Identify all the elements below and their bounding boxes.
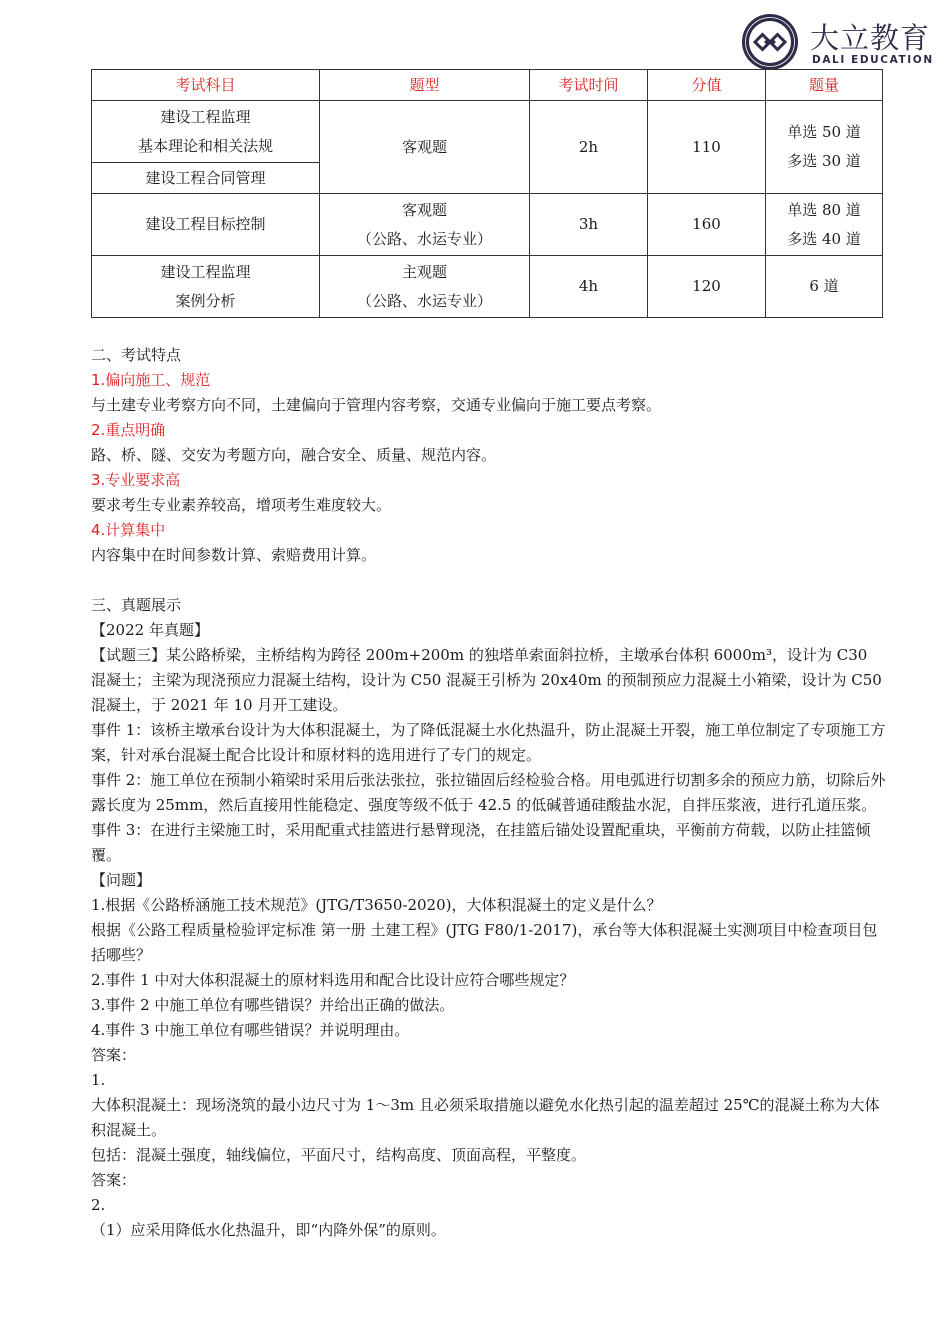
cell-line: 多选 30 道 (787, 152, 861, 170)
table-cell-score: 120 (648, 256, 766, 318)
question-stem: 【试题三】某公路桥梁，主桥结构为跨径 200m+200m 的独塔单索面斜拉桥，主墩承台体积 6000m³，设计为 C30 混凝土；主梁为现浇预应力混凝土结构，设计为 C50 混凝王引桥为 20x40m 的预制预应力混凝土小箱梁，设计为 C50 混凝土，于 2021 年 10 月开工建设。 (91, 646, 882, 714)
year-tag: 【2022 年真题】 (91, 621, 209, 639)
questions-heading: 【问题】 (91, 871, 152, 889)
table-cell-type: 客观题 (320, 101, 530, 194)
header-score: 分值 (648, 70, 766, 101)
blank-line (91, 568, 886, 593)
cell-line: 案例分析 (175, 291, 236, 310)
document-body (91, 343, 886, 1243)
table-row (92, 101, 883, 163)
event-paragraph: 事件 2：施工单位在预制小箱梁时采用后张法张拉，张拉锚固后经检验合格。用电弧进行切割多余的预应力筋，切除后外露长度为 25mm，然后直接用性能稳定、强度等级不低于 42.5 的低碱普通硅酸盐水泥，自拌压浆液，进行孔道压浆。 (91, 771, 886, 814)
logo-name-cn: 大立教育 (810, 21, 931, 55)
section-title: 三、真题展示 (91, 596, 182, 614)
table-cell-type (320, 194, 530, 256)
feature-heading: 1.偏向施工、规范 (91, 371, 211, 389)
exam-subjects-table (91, 69, 883, 318)
table-cell-subject (92, 101, 320, 163)
header-count: 题量 (766, 70, 883, 101)
table-cell-score: 110 (648, 101, 766, 194)
table-cell-subject: 建设工程目标控制 (92, 194, 320, 256)
section-title: 二、考试特点 (91, 346, 182, 364)
feature-body: 路、桥、隧、交安为考题方向，融合安全、质量、规范内容。 (91, 446, 497, 464)
question-item: 1.根据《公路桥涵施工技术规范》(JTG/T3650-2020)，大体积混凝土的定义是什么？ (91, 896, 662, 914)
logo-name-en: DALI EDUCATION (812, 54, 934, 66)
cell-line: 主观题 (401, 262, 447, 281)
answer-text: （1）应采用降低水化热温升，即“内降外保”的原则。 (91, 1221, 446, 1239)
table-cell-type (320, 256, 530, 318)
answer-number: 1. (91, 1071, 106, 1089)
answer-label: 答案： (91, 1046, 137, 1064)
table-cell-time: 3h (530, 194, 648, 256)
logo-emblem-icon (740, 12, 800, 72)
answer-label: 答案： (91, 1171, 137, 1189)
feature-heading: 2.重点明确 (91, 421, 166, 439)
table-cell-count (766, 194, 883, 256)
header-subject: 考试科目 (92, 70, 320, 101)
table-cell-count: 6 道 (766, 256, 883, 318)
question-item: 2.事件 1 中对大体积混凝土的原材料选用和配合比设计应符合哪些规定？ (91, 971, 575, 989)
cell-line: 建设工程监理 (160, 107, 251, 126)
event-paragraph: 事件 3：在进行主梁施工时，采用配重式挂篮进行悬臂现浇，在挂篮后锚处设置配重块，平衡前方荷载，以防止挂篮倾覆。 (91, 821, 871, 864)
cell-line: 单选 50 道 (787, 123, 861, 141)
question-item: 4.事件 3 中施工单位有哪些错误？并说明理由。 (91, 1021, 410, 1039)
brand-logo (740, 8, 940, 70)
table-cell-score: 160 (648, 194, 766, 256)
answer-text: 包括：混凝土强度，轴线偏位，平面尺寸，结构高度、顶面高程，平整度。 (91, 1146, 587, 1164)
question-item: 根据《公路工程质量检验评定标准 第一册 土建工程》(JTG F80/1-2017)，承台等大体积混凝土实测项目中检查项目包括哪些？ (91, 921, 878, 964)
answer-number: 2. (91, 1196, 106, 1214)
cell-line: 建设工程监理 (160, 262, 251, 281)
question-item: 3.事件 2 中施工单位有哪些错误？并给出正确的做法。 (91, 996, 455, 1014)
feature-heading: 3.专业要求高 (91, 471, 181, 489)
cell-line: （公路、水运专业） (356, 291, 492, 310)
table-cell-time: 2h (530, 101, 648, 194)
feature-body: 内容集中在时间参数计算、索赔费用计算。 (91, 546, 377, 564)
table-row (92, 256, 883, 318)
feature-heading: 4.计算集中 (91, 521, 166, 539)
cell-line: 基本理论和相关法规 (137, 136, 273, 155)
cell-line: 单选 80 道 (787, 200, 861, 219)
feature-body: 与土建专业考察方向不同，土建偏向于管理内容考察，交通专业偏向于施工要点考察。 (91, 396, 662, 414)
header-time: 考试时间 (530, 70, 648, 101)
cell-line: 多选 40 道 (787, 229, 861, 248)
table-cell-count (766, 101, 883, 194)
cell-line: （公路、水运专业） (356, 229, 492, 248)
table-header-row (92, 70, 883, 101)
header-type: 题型 (320, 70, 530, 101)
table-cell-time: 4h (530, 256, 648, 318)
answer-text: 大体积混凝土：现场浇筑的最小边尺寸为 1～3m 且必须采取措施以避免水化热引起的温差超过 25℃的混凝土称为大体积混凝土。 (91, 1096, 880, 1139)
table-cell-subject (92, 256, 320, 318)
table-row (92, 194, 883, 256)
table-cell-subject: 建设工程合同管理 (92, 163, 320, 194)
cell-line: 客观题 (401, 200, 447, 219)
event-paragraph: 事件 1：该桥主墩承台设计为大体积混凝土，为了降低混凝土水化热温升，防止混凝土开裂，施工单位制定了专项施工方案，针对承台混凝土配合比设计和原材料的选用进行了专门的规定。 (91, 721, 886, 764)
feature-body: 要求考生专业素养较高，增项考生难度较大。 (91, 496, 392, 514)
